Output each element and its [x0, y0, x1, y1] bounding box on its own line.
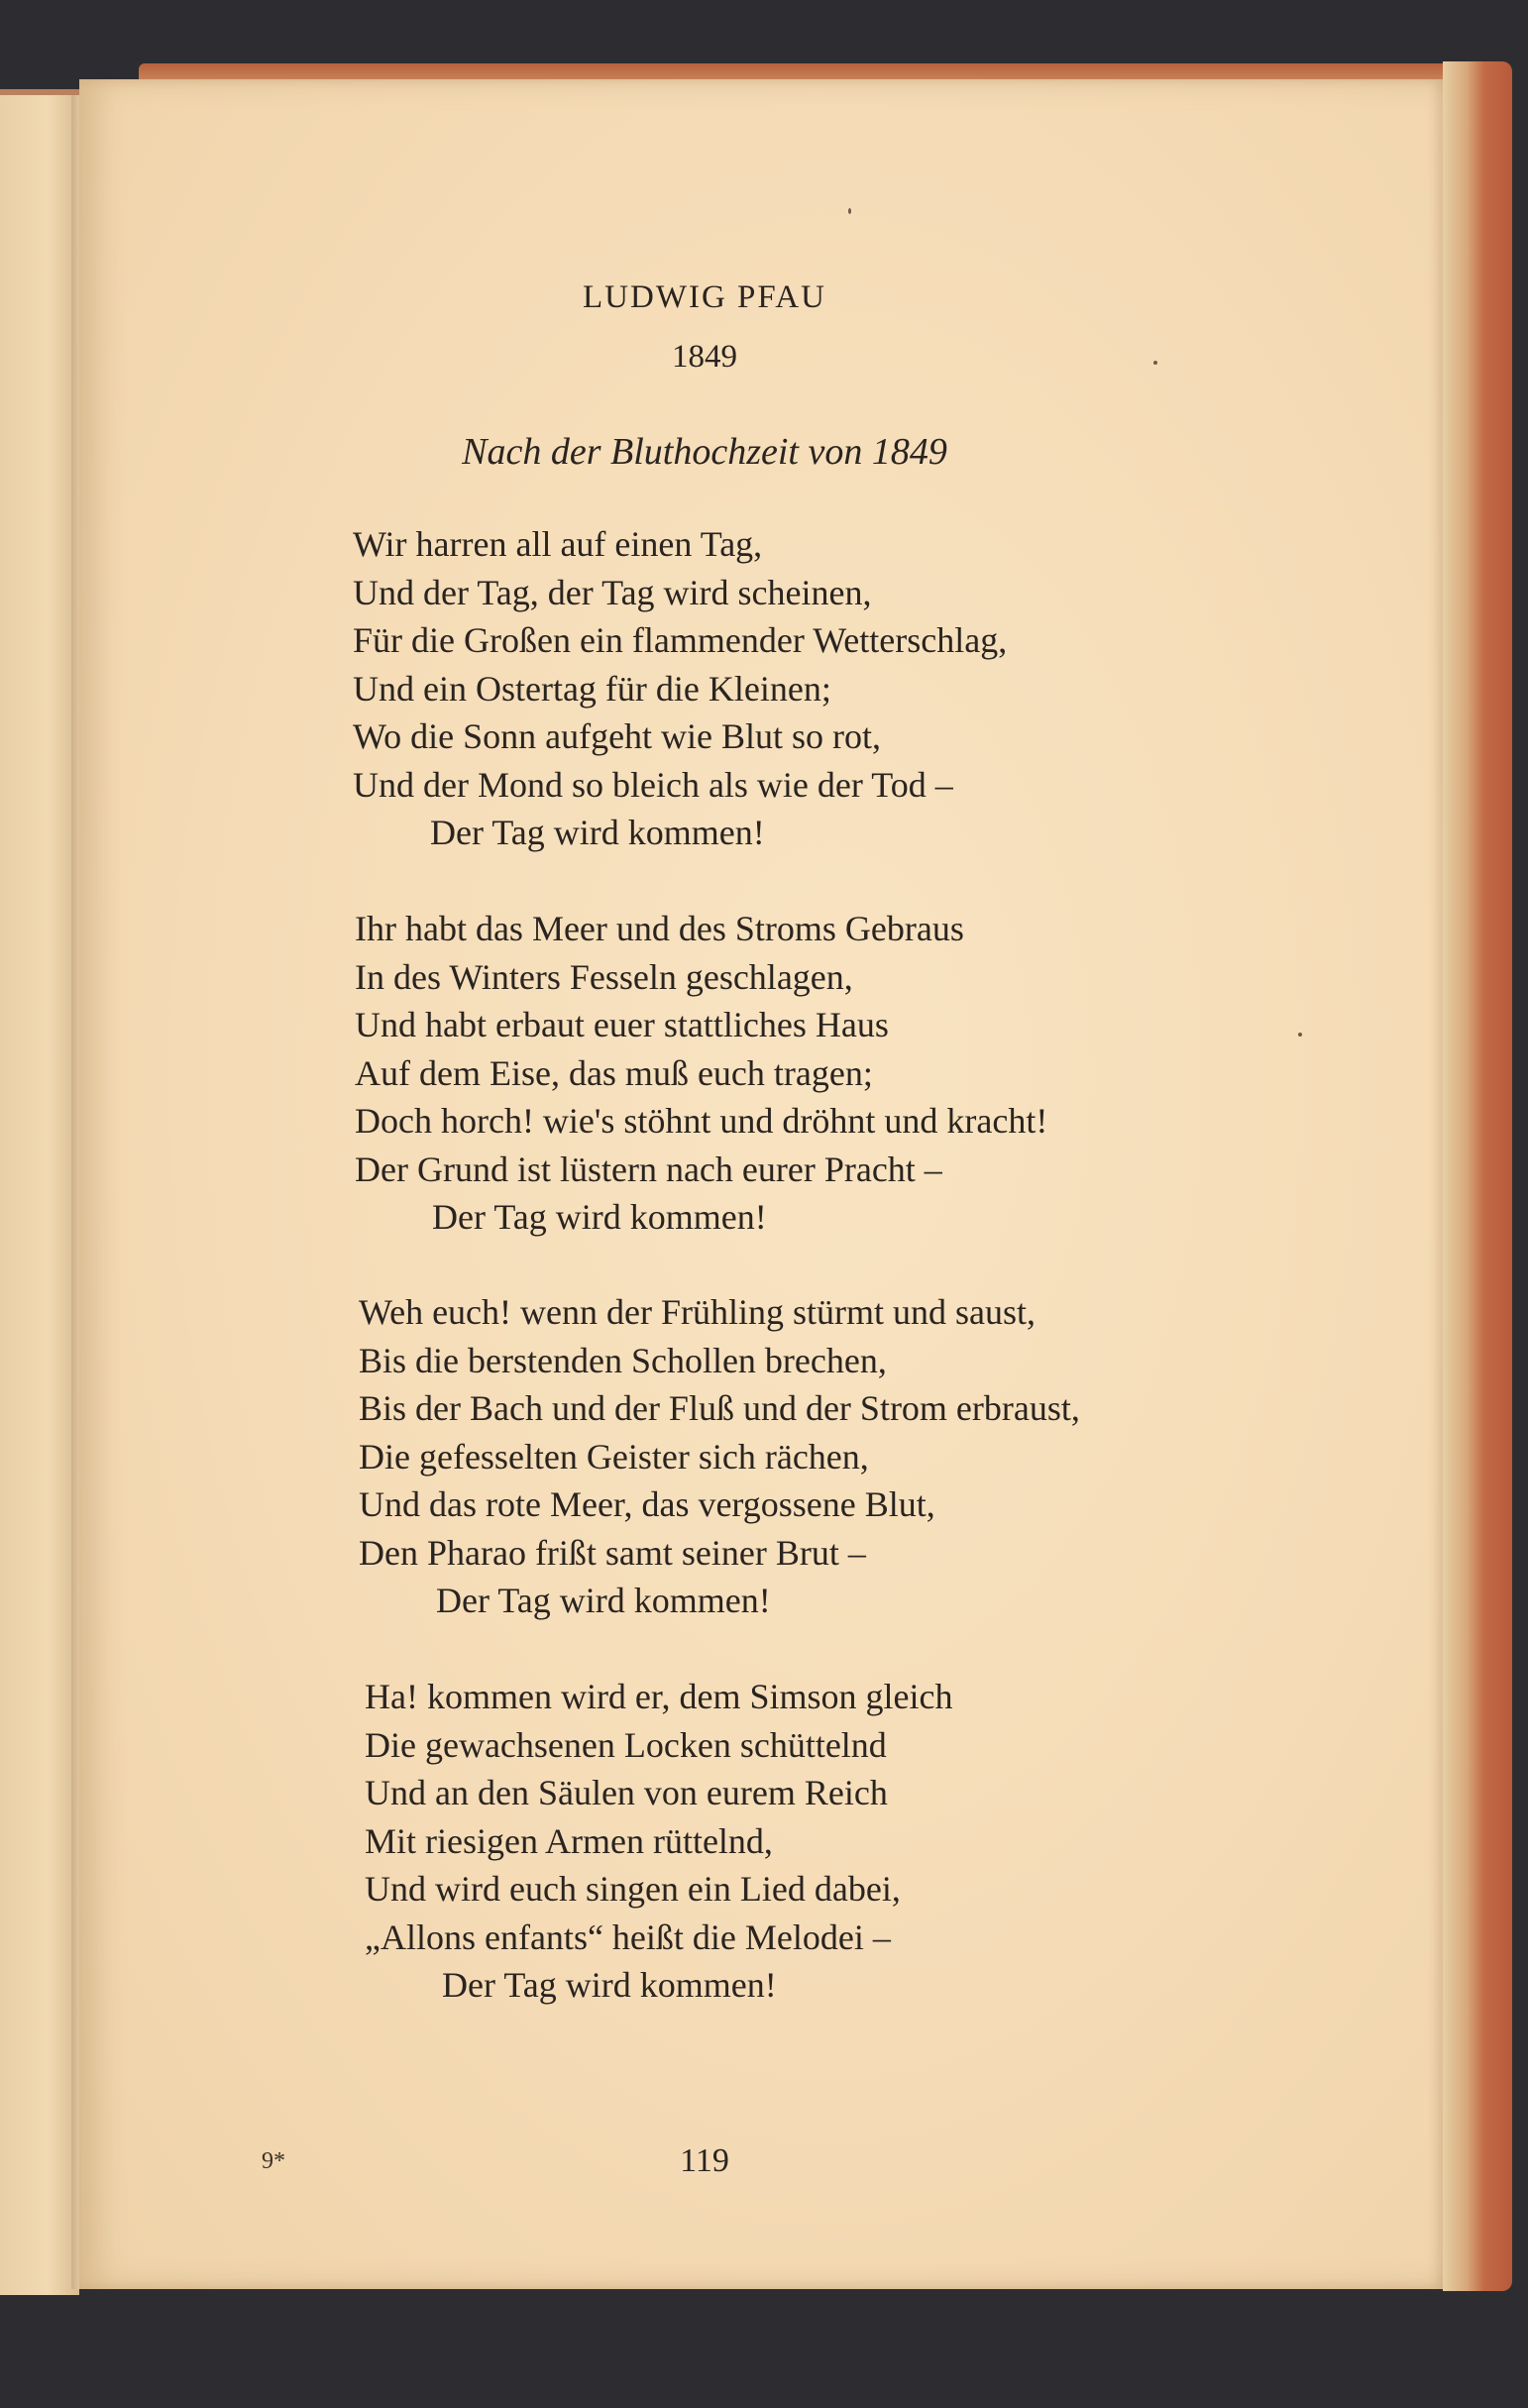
previous-page-edge [0, 89, 79, 2295]
poem-line: „Allons enfants“ heißt die Melodei – [365, 1916, 891, 1957]
poem-line: Die gefesselten Geister sich rächen, [359, 1436, 869, 1477]
poem-line: Wir harren all auf einen Tag, [353, 524, 763, 564]
poem-line: Ihr habt das Meer und des Stroms Gebraus [355, 909, 964, 948]
signature-mark: 9* [262, 2148, 285, 2174]
poem-line: Die gewachsenen Locken schüttelnd [365, 1724, 887, 1765]
stanza [353, 520, 1007, 857]
paper-speck [1153, 361, 1157, 365]
poem-title: Nach der Bluthochzeit von 1849 [462, 431, 947, 473]
stanza [355, 905, 1047, 1242]
author-heading: LUDWIG PFAU [583, 279, 826, 315]
poem-line: In des Winters Fesseln geschlagen, [355, 956, 853, 997]
refrain-line: Der Tag wird kommen! [436, 1581, 771, 1620]
poem-line: Wo die Sonn aufgeht wie Blut so rot, [353, 716, 882, 756]
poem-line: Weh euch! wenn der Frühling stürmt und saust, [359, 1292, 1036, 1332]
paper-speck [1298, 1033, 1302, 1037]
page-number: 119 [680, 2142, 729, 2179]
poem-line: Bis der Bach und der Fluß und der Strom erbraust, [359, 1388, 1080, 1428]
stanza [365, 1673, 952, 2010]
refrain-line: Der Tag wird kommen! [432, 1197, 767, 1237]
poem-line: Bis die berstenden Schollen brechen, [359, 1340, 887, 1380]
poem-line: Ha! kommen wird er, dem Simson gleich [365, 1677, 953, 1716]
refrain-line: Der Tag wird kommen! [430, 813, 765, 852]
poem-line: Mit riesigen Armen rüttelnd, [365, 1820, 773, 1861]
poem-line: Und habt erbaut euer stattliches Haus [355, 1005, 889, 1044]
poem-line: Doch horch! wie's stöhnt und dröhnt und kracht! [355, 1101, 1048, 1141]
poem-line: Und der Tag, der Tag wird scheinen, [353, 572, 872, 612]
poem-line: Und wird euch singen ein Lied dabei, [365, 1869, 901, 1909]
poem-line: Der Grund ist lüstern nach eurer Pracht – [355, 1149, 942, 1189]
poem-line: Und an den Säulen von eurem Reich [365, 1773, 888, 1812]
poem-line: Den Pharao frißt samt seiner Brut – [359, 1532, 866, 1573]
poem-line: Und der Mond so bleich als wie der Tod – [353, 764, 953, 805]
poem-line: Und ein Ostertag für die Kleinen; [353, 668, 831, 709]
poem-line: Auf dem Eise, das muß euch tragen; [355, 1052, 873, 1093]
poem-line: Und das rote Meer, das vergossene Blut, [359, 1484, 935, 1524]
year-heading: 1849 [672, 339, 737, 375]
stanza [359, 1288, 1080, 1625]
refrain-line: Der Tag wird kommen! [442, 1965, 777, 2005]
paper-speck [848, 208, 851, 214]
poem-line: Für die Großen ein flammender Wetterschlag, [353, 620, 1008, 660]
cover-side-edge [1443, 61, 1512, 2291]
book-page [79, 79, 1443, 2289]
